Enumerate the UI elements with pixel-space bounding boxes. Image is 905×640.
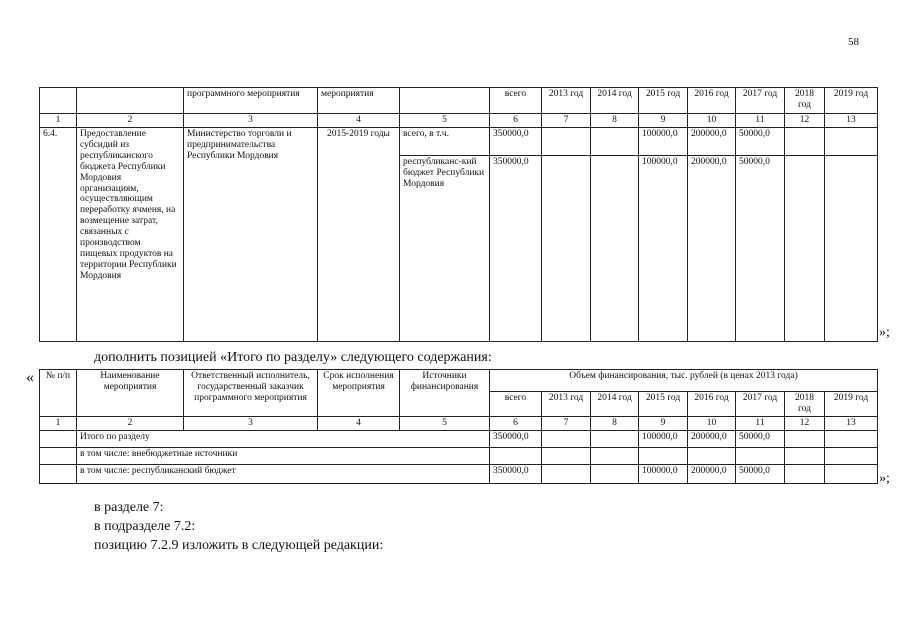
funding-value: 100000,0 bbox=[639, 430, 688, 447]
funding-value bbox=[825, 464, 878, 483]
table-row bbox=[40, 447, 878, 464]
paragraph-add-position: дополнить позицией «Итого по разделу» следующего содержания: bbox=[94, 350, 492, 365]
header-year: 2018 год bbox=[785, 392, 825, 417]
table-row bbox=[40, 430, 878, 447]
column-number: 13 bbox=[825, 417, 878, 431]
header-year: 2018 год bbox=[785, 88, 825, 114]
funding-value bbox=[639, 447, 688, 464]
row-number bbox=[40, 430, 77, 447]
header-executor: программного мероприятия bbox=[184, 88, 318, 114]
column-number: 8 bbox=[591, 114, 639, 128]
column-number: 6 bbox=[490, 417, 542, 431]
column-number: 9 bbox=[639, 417, 688, 431]
funding-value bbox=[736, 447, 785, 464]
funding-total: 350000,0 bbox=[490, 155, 542, 341]
header-period: мероприятия bbox=[318, 88, 400, 114]
header-vsego: всего bbox=[490, 392, 542, 417]
funding-total: 350000,0 bbox=[490, 464, 542, 483]
funding-value bbox=[542, 464, 591, 483]
opening-quote: « bbox=[26, 369, 34, 386]
row-number bbox=[40, 447, 77, 464]
funding-value bbox=[785, 155, 825, 341]
funding-value bbox=[591, 447, 639, 464]
funding-value: 50000,0 bbox=[736, 155, 785, 341]
measure-executor: Министерство торговли и предпринимательства Республики Мордовия bbox=[184, 127, 318, 341]
header-year: 2017 год bbox=[736, 88, 785, 114]
funding-value bbox=[785, 430, 825, 447]
closing-quote: »; bbox=[879, 325, 890, 340]
column-number-row bbox=[40, 417, 878, 431]
table-row bbox=[40, 127, 878, 155]
measure-name: Предоставление субсидий из республиканского бюджета Республики Мордовия организациям, осуществляющим переработку ячменя, на возмещение затрат, связанных с производством пищевых продуктов на территории Республики Мордовия bbox=[77, 127, 184, 341]
header-year: 2014 год bbox=[591, 392, 639, 417]
header-year: 2014 год bbox=[591, 88, 639, 114]
column-number: 1 bbox=[40, 114, 77, 128]
funding-value bbox=[785, 127, 825, 155]
header-vsego: всего bbox=[490, 88, 542, 114]
column-number: 12 bbox=[785, 417, 825, 431]
funding-value: 50000,0 bbox=[736, 127, 785, 155]
header-year: 2013 год bbox=[542, 88, 591, 114]
column-number: 3 bbox=[184, 417, 318, 431]
funding-value bbox=[591, 127, 639, 155]
funding-value bbox=[825, 447, 878, 464]
table-program-measures bbox=[39, 87, 878, 342]
funding-value bbox=[591, 155, 639, 341]
header-executor: Ответственный исполнитель, государственный заказчик программного мероприятия bbox=[184, 370, 318, 417]
column-number: 10 bbox=[688, 417, 736, 431]
header-year: 2016 год bbox=[688, 88, 736, 114]
column-number: 9 bbox=[639, 114, 688, 128]
header-year: 2013 год bbox=[542, 392, 591, 417]
funding-value bbox=[825, 127, 878, 155]
header-year: 2015 год bbox=[639, 88, 688, 114]
column-number: 5 bbox=[400, 114, 490, 128]
instruction-line: в подразделе 7.2: bbox=[94, 519, 196, 534]
header-name: Наименование мероприятия bbox=[77, 370, 184, 417]
column-number: 2 bbox=[77, 417, 184, 431]
page-number: 58 bbox=[848, 36, 859, 48]
column-number: 12 bbox=[785, 114, 825, 128]
header-year: 2017 год bbox=[736, 392, 785, 417]
funding-value bbox=[591, 464, 639, 483]
column-number: 3 bbox=[184, 114, 318, 128]
funding-total bbox=[490, 447, 542, 464]
funding-value bbox=[542, 430, 591, 447]
funding-value bbox=[785, 447, 825, 464]
measure-period: 2015-2019 годы bbox=[318, 127, 400, 341]
funding-value bbox=[542, 155, 591, 341]
funding-value: 200000,0 bbox=[688, 464, 736, 483]
column-number: 7 bbox=[542, 114, 591, 128]
table-section-total bbox=[39, 369, 878, 484]
funding-value: 100000,0 bbox=[639, 155, 688, 341]
closing-quote: »; bbox=[879, 471, 890, 486]
column-number: 7 bbox=[542, 417, 591, 431]
column-number: 6 bbox=[490, 114, 542, 128]
table-row bbox=[40, 464, 878, 483]
funding-value bbox=[825, 430, 878, 447]
funding-value: 50000,0 bbox=[736, 430, 785, 447]
funding-value bbox=[688, 447, 736, 464]
row-number: 6.4. bbox=[40, 127, 77, 341]
header-num: № п/п bbox=[40, 370, 77, 417]
header-cell bbox=[40, 88, 77, 114]
header-period: Срок исполнения мероприятия bbox=[318, 370, 400, 417]
header-source: Источники финансирования bbox=[400, 370, 490, 417]
funding-value bbox=[591, 430, 639, 447]
funding-value: 50000,0 bbox=[736, 464, 785, 483]
instruction-line: в разделе 7: bbox=[94, 500, 164, 515]
column-number: 11 bbox=[736, 114, 785, 128]
column-number: 4 bbox=[318, 417, 400, 431]
column-number: 10 bbox=[688, 114, 736, 128]
column-number: 1 bbox=[40, 417, 77, 431]
funding-value: 100000,0 bbox=[639, 464, 688, 483]
funding-source: республиканс-кий бюджет Республики Мордовия bbox=[400, 155, 490, 341]
funding-value bbox=[785, 464, 825, 483]
funding-total: 350000,0 bbox=[490, 127, 542, 155]
column-number-row bbox=[40, 114, 878, 128]
funding-value: 100000,0 bbox=[639, 127, 688, 155]
funding-value bbox=[542, 447, 591, 464]
funding-value bbox=[825, 155, 878, 341]
column-number: 2 bbox=[77, 114, 184, 128]
column-number: 8 bbox=[591, 417, 639, 431]
total-label: в том числе: республиканский бюджет bbox=[77, 464, 490, 483]
header-cell bbox=[400, 88, 490, 114]
instruction-line: позицию 7.2.9 изложить в следующей редакции: bbox=[94, 538, 384, 553]
funding-value: 200000,0 bbox=[688, 155, 736, 341]
total-label: Итого по разделу bbox=[77, 430, 490, 447]
column-number: 4 bbox=[318, 114, 400, 128]
funding-source: всего, в т.ч. bbox=[400, 127, 490, 155]
column-number: 11 bbox=[736, 417, 785, 431]
funding-value: 200000,0 bbox=[688, 430, 736, 447]
header-cell bbox=[77, 88, 184, 114]
total-label: в том числе: внебюджетные источники bbox=[77, 447, 490, 464]
funding-value bbox=[542, 127, 591, 155]
table-header-row bbox=[40, 88, 878, 114]
table-header-row bbox=[40, 370, 878, 392]
header-year: 2015 год bbox=[639, 392, 688, 417]
column-number: 5 bbox=[400, 417, 490, 431]
column-number: 13 bbox=[825, 114, 878, 128]
funding-value: 200000,0 bbox=[688, 127, 736, 155]
header-year: 2019 год bbox=[825, 392, 878, 417]
row-number bbox=[40, 464, 77, 483]
header-year: 2019 год bbox=[825, 88, 878, 114]
funding-total: 350000,0 bbox=[490, 430, 542, 447]
header-volume: Объем финансирования, тыс. рублей (в ценах 2013 года) bbox=[490, 370, 878, 392]
header-year: 2016 год bbox=[688, 392, 736, 417]
